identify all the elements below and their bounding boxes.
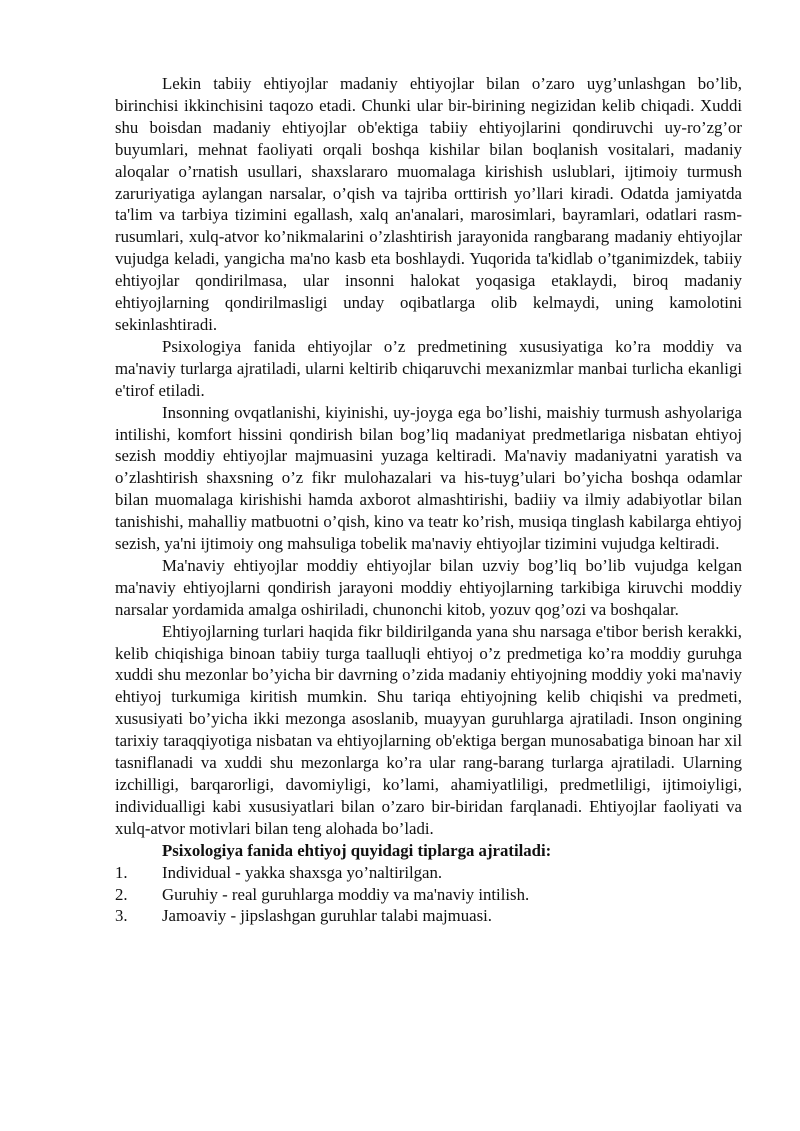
type-list bbox=[115, 862, 742, 928]
list-item-text: Jamoaviy - jipslashgan guruhlar talabi majmuasi. bbox=[162, 906, 492, 926]
list-item-text: Guruhiy - real guruhlarga moddiy va ma'naviy intilish. bbox=[162, 884, 530, 904]
list-item-number: 1. bbox=[115, 862, 128, 882]
list-item-number: 3. bbox=[115, 906, 128, 926]
list-item bbox=[115, 905, 742, 927]
list-item bbox=[115, 884, 742, 906]
paragraph-3: Insonning ovqatlanishi, kiyinishi, uy-joyga ega bo’lishi, maishiy turmush ashyolariga intilishi, komfort hissini qondirish bilan bog’liq madaniyat predmetlariga nisbatan ehtiyoj sezish moddiy ehtiyojlar majmuasini yuzaga keltiradi. Ma'naviy madaniyatni yaratish va o’zlashtirish shaxsning o’z fikr mulohazalari va his-tuyg’ulari bo’yicha boshqa odamlar bilan muomalaga kirishishi hamda axborot almashtirishi, badiiy va ilmiy adabiyotlar bilan tanishishi, mahalliy matbuotni o’qish, kino va teatr ko’rish, musiqa tinglash kabilarga ehtiyoj sezish, ya'ni ijtimoiy ong mahsuliga tobelik ma'naviy ehtiyojlar tizimini vujudga keltiradi. bbox=[115, 402, 742, 554]
paragraph-4: Ma'naviy ehtiyojlar moddiy ehtiyojlar bilan uzviy bog’liq bo’lib vujudga kelgan ma'naviy ehtiyojlarni qondirish jarayoni moddiy ehtiyojlarning tarkibiga kiruvchi moddiy narsalar yordamida amalga oshiriladi, chunonchi kitob, yozuv qog’ozi va boshqalar. bbox=[115, 555, 742, 619]
document-page bbox=[115, 73, 742, 927]
section-heading: Psixologiya fanida ehtiyoj quyidagi tiplarga ajratiladi: bbox=[162, 840, 552, 860]
list-item-text: Individual - yakka shaxsga yo’naltirilgan. bbox=[162, 862, 443, 882]
list-item-number: 2. bbox=[115, 884, 128, 904]
paragraph-2: Psixologiya fanida ehtiyojlar o’z predmetining xususiyatiga ko’ra moddiy va ma'naviy turlarga ajratiladi, ularni keltirib chiqaruvchi mexanizmlar manbai turlicha ekanligi e'tirof etiladi. bbox=[115, 336, 742, 400]
paragraph-5: Ehtiyojlarning turlari haqida fikr bildirilganda yana shu narsaga e'tibor berish kerakki, kelib chiqishiga binoan tabiiy turga taalluqli ehtiyoj o’z predmetiga ko’ra moddiy guruhga xuddi shu mezonlar bo’yicha bir davrning o’zida madaniy ehtiyojning moddiy yoki ma'naviy ehtiyoj turkumiga kiritish mumkin. Shu tariqa ehtiyojning kelib chiqishi va predmeti, xususiyati bo’yicha ikki mezonga asoslanib, muayyan guruhlarga ajratiladi. Inson ongining tarixiy taraqqiyotiga nisbatan va ehtiyojlarning ob'ektiga bergan munosabatiga binoan har xil tasniflanadi va xuddi shu mezonlarga ko’ra ular rang-barang turlarga ajratiladi. Ularning izchilligi, barqarorligi, davomiyligi, ko’lami, ahamiyatliligi, predmetliligi, ijtimoiyligi, individualligi kabi xususiyatlari bilan o’zaro bir-biridan farqlanadi. Ehtiyojlar faoliyati va xulq-atvor motivlari bilan teng alohada bo’ladi. bbox=[115, 621, 742, 838]
paragraph-1: Lekin tabiiy ehtiyojlar madaniy ehtiyojlar bilan o’zaro uyg’unlashgan bo’lib, birinchisi ikkinchisini taqozo etadi. Chunki ular bir-birining negizidan kelib chiqadi. Xuddi shu boisdan madaniy ehtiyojlar ob'ektiga tabiiy ehtiyojlarini qondiruvchi uy-ro’zg’or buyumlari, mehnat faoliyati orqali boshqa kishilar bilan boqlanish vositalari, madaniy aloqalar o’rnatish usullari, shaxslararo muomalaga kirishish uslublari, ijtimoiy turmush zaruriyatiga aylangan narsalar, o’qish va tajriba orttirish yo’llari kiradi. Odatda jamiyatda ta'lim va tarbiya tizimini egallash, xalq an'analari, marosimlari, bayramlari, odatlari rasm-rusumlari, xulq-atvor ko’nikmalarini o’zlashtirish jarayonida rangbarang madaniy ehtiyojlar vujudga keladi, yangicha ma'no kasb eta boshlaydi. Yuqorida ta'kidlab o’tganimizdek, tabiiy ehtiyojlar qondirilmasa, ular insonni halokat yoqasiga etaklaydi, biroq madaniy ehtiyojlarning qondirilmasligi unday oqibatlarga olib kelmaydi, uning kamolotini sekinlashtiradi. bbox=[115, 74, 742, 334]
list-item bbox=[115, 862, 742, 884]
